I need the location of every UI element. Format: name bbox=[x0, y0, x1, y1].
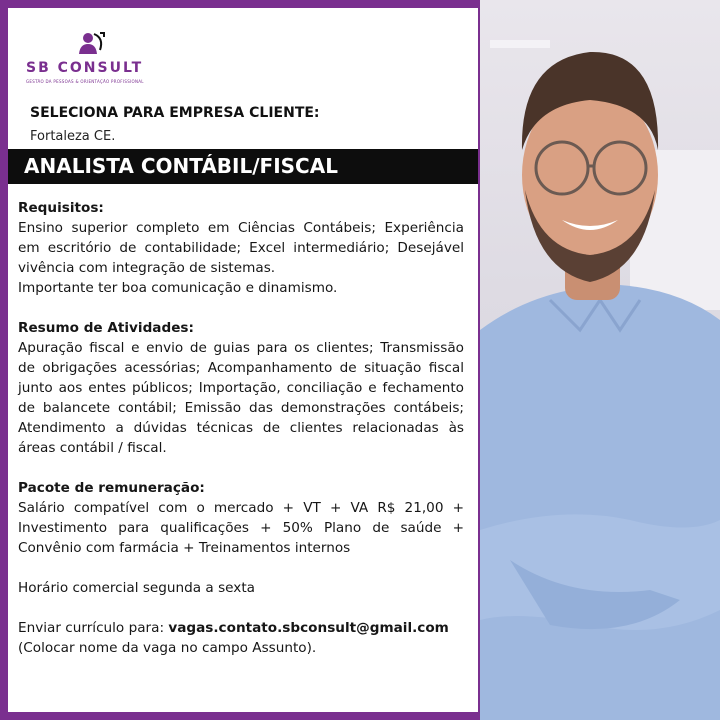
schedule-text: Horário comercial segunda a sexta bbox=[18, 580, 255, 596]
candidate-photo bbox=[480, 0, 720, 720]
job-location: Fortaleza CE. bbox=[30, 129, 116, 144]
job-title-banner bbox=[8, 149, 478, 184]
brand-logo bbox=[26, 30, 166, 90]
brand-tagline: GESTÃO DA PESSOAS & ORIENTAÇÃO PROFISSIONAL bbox=[26, 79, 144, 84]
activities-text: Apuração fiscal e envio de guias para os clientes; Transmissão de obrigações acessórias; Acompanhamento de situação fiscal junto aos entes públicos; Importação, conciliação e fechamento de balancete contábil; Emissão das demonstrações contábeis; Atendimento a dúvidas técnicas de clientes relacionadas às áreas contábil / fiscal. bbox=[18, 340, 464, 456]
brand-name: SB CONSULT bbox=[26, 60, 144, 76]
requirements-heading: Requisitos: bbox=[18, 200, 104, 216]
apply-prefix: Enviar currículo para: bbox=[18, 620, 169, 636]
apply-note: (Colocar nome da vaga no campo Assunto). bbox=[18, 640, 317, 656]
job-card bbox=[8, 8, 478, 712]
compensation-text: Salário compatível com o mercado + VT + VA R$ 21,00 + Investimento para qualificações + 50% Plano de saúde + Convênio com farmácia + Treinamentos internos bbox=[18, 500, 464, 556]
contact-email[interactable]: vagas.contato.sbconsult@gmail.com bbox=[168, 620, 449, 636]
compensation-heading: Pacote de remuneração: bbox=[18, 480, 205, 496]
job-description bbox=[18, 198, 464, 658]
man-illustration bbox=[480, 0, 720, 720]
activities-heading: Resumo de Atividades: bbox=[18, 320, 194, 336]
apply-line bbox=[18, 618, 464, 638]
person-arrow-icon bbox=[76, 30, 106, 58]
requirements-text: Ensino superior completo em Ciências Contábeis; Experiência em escritório de contabilidade; Excel intermediário; Desejável vivência com integração de sistemas. bbox=[18, 220, 464, 276]
job-title: ANALISTA CONTÁBIL/FISCAL bbox=[24, 154, 338, 178]
selecting-label: SELECIONA PARA EMPRESA CLIENTE: bbox=[30, 105, 320, 121]
requirements-extra: Importante ter boa comunicação e dinamismo. bbox=[18, 280, 338, 296]
